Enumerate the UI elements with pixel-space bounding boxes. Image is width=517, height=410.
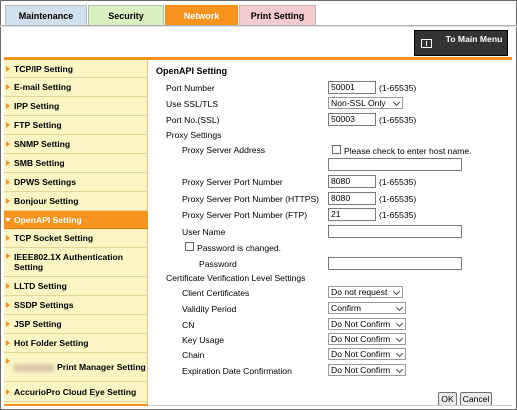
arrow-right-icon — [6, 253, 10, 259]
sidebar-item-label: TCP Socket Setting — [14, 233, 94, 243]
chevron-down-icon — [396, 320, 403, 327]
sidebar-item-label: OpenAPI Setting — [14, 214, 82, 225]
tab-security[interactable]: Security — [88, 5, 164, 25]
arrow-right-icon — [6, 340, 10, 346]
chain-value: Do Not Confirm — [331, 349, 391, 359]
key-usage-value: Do Not Confirm — [331, 334, 391, 344]
client-cert-select[interactable] — [328, 286, 403, 298]
to-main-menu-button[interactable] — [414, 30, 508, 56]
proxy-port-label: Proxy Server Port Number — [182, 177, 283, 187]
user-name-label: User Name — [182, 227, 226, 237]
arrow-right-icon — [6, 321, 10, 327]
sidebar-item-label: IPP Setting — [14, 101, 60, 111]
sidebar-item-label: TCP/IP Setting — [14, 63, 74, 74]
use-ssl-value: Non-SSL Only — [331, 98, 386, 108]
sidebar-item-jsp[interactable] — [4, 315, 148, 334]
proxy-settings-label: Proxy Settings — [166, 130, 222, 140]
sidebar-item-label: AccurioPro Cloud Eye Setting — [14, 386, 137, 397]
host-name-checkbox-label: Please check to enter host name. — [344, 146, 472, 156]
use-ssl-select[interactable] — [328, 97, 403, 109]
cert-level-label: Certificate Verification Level Settings — [166, 273, 306, 283]
ok-button[interactable]: OK — [438, 392, 457, 406]
port-number-label: Port Number — [166, 83, 215, 93]
sidebar-item-ipp[interactable] — [4, 97, 148, 116]
port-ssl-label: Port No.(SSL) — [166, 115, 220, 125]
arrow-right-icon — [6, 283, 10, 289]
arrow-right-icon — [6, 389, 10, 395]
sidebar-item-ieee8021x[interactable] — [4, 248, 148, 277]
proxy-port-range: (1-65535) — [379, 177, 417, 187]
arrow-right-icon — [6, 84, 10, 90]
cn-label: CN — [182, 320, 195, 330]
redacted-product-name — [14, 364, 54, 372]
sidebar-item-print-manager[interactable] — [4, 353, 148, 382]
sidebar-item-label: IEEE802.1X Authentication Setting — [14, 252, 124, 272]
sidebar-item-tcpip[interactable] — [4, 60, 148, 78]
arrow-right-icon — [6, 235, 10, 241]
sidebar-item-label: DPWS Settings — [14, 177, 77, 187]
chain-select[interactable] — [328, 348, 406, 360]
sidebar-item-label: LLTD Setting — [14, 281, 67, 291]
password-changed-checkbox[interactable] — [185, 242, 194, 251]
proxy-port-https-range: (1-65535) — [379, 194, 417, 204]
sidebar-item-label: E-mail Setting — [14, 82, 72, 92]
proxy-port-ftp-input[interactable]: 21 — [328, 208, 376, 221]
tab-network[interactable]: Network — [165, 5, 238, 25]
user-name-input[interactable] — [328, 225, 462, 238]
arrow-right-icon — [6, 198, 10, 204]
validity-select[interactable] — [328, 302, 406, 314]
password-input[interactable] — [328, 257, 462, 270]
arrow-down-icon — [5, 218, 11, 222]
chevron-down-icon — [393, 288, 400, 295]
chain-label: Chain — [182, 350, 205, 360]
sidebar-item-openapi[interactable] — [4, 211, 148, 229]
port-number-input[interactable]: 50001 — [328, 81, 376, 94]
sidebar — [4, 60, 148, 404]
arrow-right-icon — [6, 160, 10, 166]
sidebar-item-bonjour[interactable] — [4, 192, 148, 211]
chevron-down-icon — [396, 335, 403, 342]
host-name-checkbox[interactable] — [332, 145, 341, 154]
sidebar-bottom-bar — [4, 404, 148, 406]
validity-value: Confirm — [331, 303, 362, 313]
key-usage-label: Key Usage — [182, 335, 225, 345]
arrow-right-icon — [6, 358, 10, 364]
sidebar-item-label: Hot Folder Setting — [14, 338, 89, 348]
proxy-port-ftp-label: Proxy Server Port Number (FTP) — [182, 210, 308, 220]
sidebar-item-label: FTP Setting — [14, 120, 62, 130]
password-label: Password — [199, 259, 237, 269]
proxy-port-https-label: Proxy Server Port Number (HTTPS) — [182, 194, 320, 204]
arrow-right-icon — [6, 66, 10, 72]
port-ssl-input[interactable]: 50003 — [328, 113, 376, 126]
chevron-down-icon — [393, 99, 400, 106]
page-title: OpenAPI Setting — [156, 66, 228, 76]
main-menu-icon — [421, 39, 432, 48]
client-cert-label: Client Certificates — [182, 288, 250, 298]
sidebar-item-label — [14, 362, 146, 372]
proxy-port-ftp-range: (1-65535) — [379, 210, 417, 220]
sidebar-item-label: SNMP Setting — [14, 139, 71, 149]
proxy-address-input[interactable] — [328, 158, 462, 171]
port-ssl-range: (1-65535) — [379, 115, 417, 125]
sidebar-item-hot-folder[interactable] — [4, 334, 148, 353]
sidebar-item-ssdp[interactable] — [4, 296, 148, 315]
port-number-range: (1-65535) — [379, 83, 417, 93]
expiration-select[interactable] — [328, 364, 406, 376]
arrow-right-icon — [6, 122, 10, 128]
sidebar-item-label: SMB Setting — [14, 158, 65, 168]
sidebar-item-label-text: Print Manager Setting — [57, 362, 146, 372]
footer-divider — [148, 405, 512, 406]
proxy-port-input[interactable]: 8080 — [328, 175, 376, 188]
arrow-right-icon — [6, 103, 10, 109]
sidebar-item-label: Bonjour Setting — [14, 196, 79, 206]
chevron-down-icon — [396, 304, 403, 311]
cn-value: Do Not Confirm — [331, 319, 391, 329]
arrow-right-icon — [6, 179, 10, 185]
chevron-down-icon — [396, 350, 403, 357]
sidebar-item-ftp[interactable] — [4, 116, 148, 135]
use-ssl-label: Use SSL/TLS — [166, 99, 219, 109]
expiration-value: Do Not Confirm — [331, 365, 391, 375]
client-cert-value: Do not request — [331, 287, 388, 297]
tab-divider-shadow — [0, 26, 517, 27]
sidebar-item-cloud-eye[interactable] — [4, 382, 148, 402]
chevron-down-icon — [396, 366, 403, 373]
tab-print-setting[interactable]: Print Setting — [239, 5, 316, 25]
proxy-address-label: Proxy Server Address — [182, 145, 266, 155]
arrow-right-icon — [6, 302, 10, 308]
proxy-port-https-input[interactable]: 8080 — [328, 192, 376, 205]
sidebar-item-tcp-socket[interactable] — [4, 229, 148, 248]
cancel-button[interactable]: Cancel — [460, 392, 492, 406]
sidebar-item-snmp[interactable] — [4, 135, 148, 154]
key-usage-select[interactable] — [328, 333, 406, 345]
to-main-menu-label: To Main Menu — [445, 34, 503, 44]
arrow-right-icon — [6, 141, 10, 147]
sidebar-item-email[interactable] — [4, 78, 148, 97]
tab-maintenance[interactable]: Maintenance — [5, 5, 87, 25]
sidebar-item-label: JSP Setting — [14, 319, 62, 329]
sidebar-item-dpws[interactable] — [4, 173, 148, 192]
password-changed-label: Password is changed. — [197, 243, 282, 253]
validity-label: Validity Period — [182, 304, 237, 314]
sidebar-item-smb[interactable] — [4, 154, 148, 173]
sidebar-item-label: SSDP Settings — [14, 300, 74, 310]
cn-select[interactable] — [328, 318, 406, 330]
sidebar-item-lltd[interactable] — [4, 277, 148, 296]
expiration-label: Expiration Date Confirmation — [182, 366, 292, 376]
